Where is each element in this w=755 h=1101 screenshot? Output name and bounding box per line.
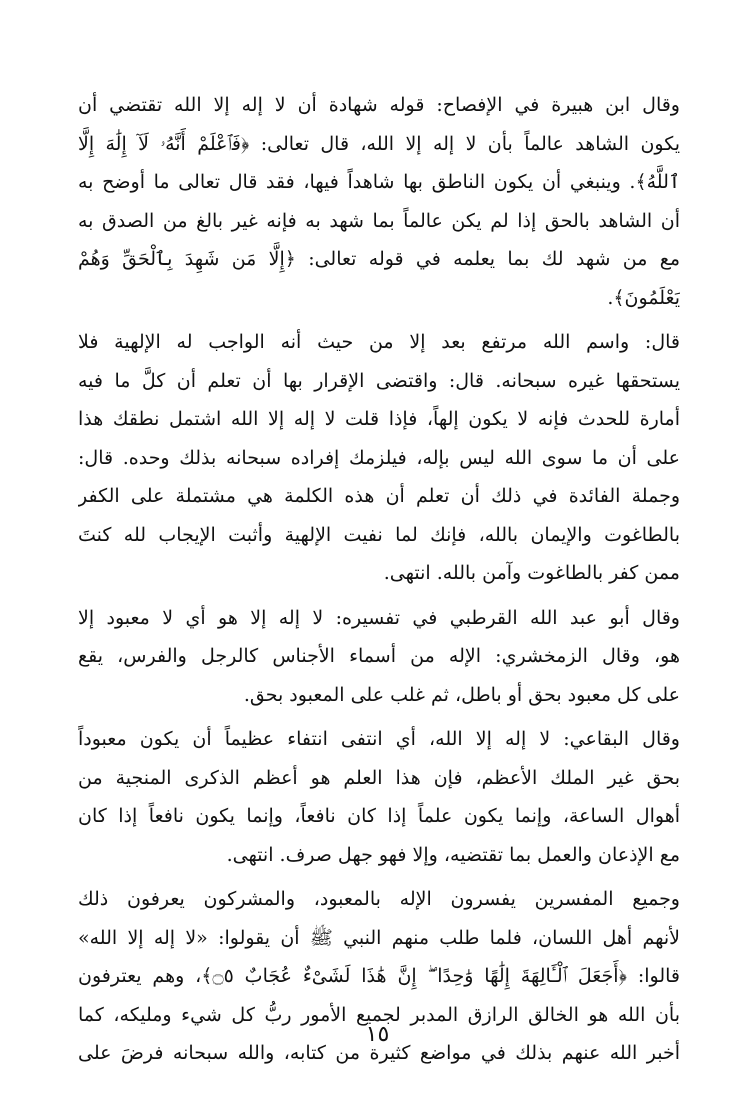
text-line: وجملة الفائدة في ذلك أن تعلم أن هذه الكلمة هي مشتملة على الكفر: [78, 485, 680, 507]
text-line: أن الشاهد بالحق إذا لم يكن عالماً بما شهد به فإنه غير بالغ من الصدق به: [78, 209, 680, 232]
text-line: وجميع المفسرين يفسرون الإله بالمعبود، والمشركون يعرفون ذلك: [78, 888, 680, 910]
text-line: وقال البقاعي: لا إله إلا الله، أي انتفى انتفاء عظيماً أن يكون معبوداً: [78, 728, 680, 750]
text-line: بأن الله هو الخالق الرازق المدبر لجميع الأمور ربُّ كل شيء ومليكه، كما: [78, 1003, 680, 1026]
text-line: لأنهم أهل اللسان، فلما طلب منهم النبي ﷺ أن يقولوا: «لا إله إلا الله»: [78, 926, 680, 949]
paragraph-qurtubi: [78, 599, 680, 715]
text-line: وقال أبو عبد الله القرطبي في تفسيره: لا إله إلا هو أي لا معبود إلا: [78, 606, 680, 629]
text-line: أهوال الساعة، وإنما يكون علماً إذا كان نافعاً، وإنما يكون نافعاً إذا كان: [78, 805, 680, 827]
text-line: مع من شهد لك بما يعلمه في قوله تعالى: ﴿إِلَّا مَن شَهِدَ بِٱلْحَقِّ وَهُمْ: [78, 248, 680, 270]
text-line: أمارة للحدث فإنه لا يكون إلهاً، فإذا قلت لا إله إلا الله اشتمل نطقك هذا: [78, 408, 680, 430]
text-line: يكون الشاهد عالماً بأن لا إله إلا الله، قال تعالى: ﴿فَٱعْلَمْ أَنَّهُۥ لَآ إِلَٰهَ إِلَّا: [78, 132, 680, 155]
page-number: ١٥: [365, 1022, 390, 1047]
text-line: ممن كفر بالطاغوت وآمن بالله. انتهى.: [383, 562, 680, 584]
paragraph-name-of-allah: [78, 323, 680, 593]
text-line: قالوا: ﴿أَجَعَلَ ٱلْـَٔالِهَةَ إِلَٰهًا وَٰحِدًا ۖ إِنَّ هَٰذَا لَشَىْءٌ عُجَابٌ ۝٥﴾، وهم يعترفون: [78, 965, 680, 987]
text-line: بالطاغوت والإيمان بالله، فإنك لما نفيت الإلهية وأثبت الإيجاب لله كنتَ: [78, 523, 680, 546]
text-line: مع الإذعان والعمل بما تقتضيه، وإلا فهو جهل صرف. انتهى.: [226, 843, 680, 866]
text-line: يَعْلَمُونَ﴾.: [607, 286, 680, 309]
text-line: قال: واسم الله مرتفع بعد إلا من حيث أنه الواجب له الإلهية فلا: [78, 331, 680, 353]
paragraph-biqai: [78, 720, 680, 874]
paragraph-ibn-hubayra: [78, 86, 680, 317]
text-line: بحق غير الملك الأعظم، فإن هذا العلم هو أعظم الذكرى المنجية من: [78, 766, 680, 789]
text-line: على أن ما سوى الله ليس بإله، فيلزمك إفراده سبحانه بذلك وحده. قال:: [78, 446, 680, 469]
text-line: على كل معبود بحق أو باطل، ثم غلب على المعبود بحق.: [243, 683, 680, 706]
text-line: وقال ابن هبيرة في الإفصاح: قوله شهادة أن لا إله إلا الله تقتضي أن: [78, 94, 680, 116]
text-line: يستحقها غيره سبحانه. قال: واقتضى الإقرار بها أن تعلم أن كلَّ ما فيه: [78, 369, 680, 392]
text-line: هو، وقال الزمخشري: الإله من أسماء الأجناس كالرجل والفرس، يقع: [78, 645, 680, 667]
text-line: ٱللَّهُ﴾. وينبغي أن يكون الناطق بها شاهداً فيها، فقد قال تعالى ما أوضح به: [78, 171, 680, 193]
page-body: [78, 86, 680, 1073]
text-line: أخبر الله عنهم بذلك في مواضع كثيرة من كتابه، والله سبحانه فرضَ على: [78, 1042, 680, 1064]
